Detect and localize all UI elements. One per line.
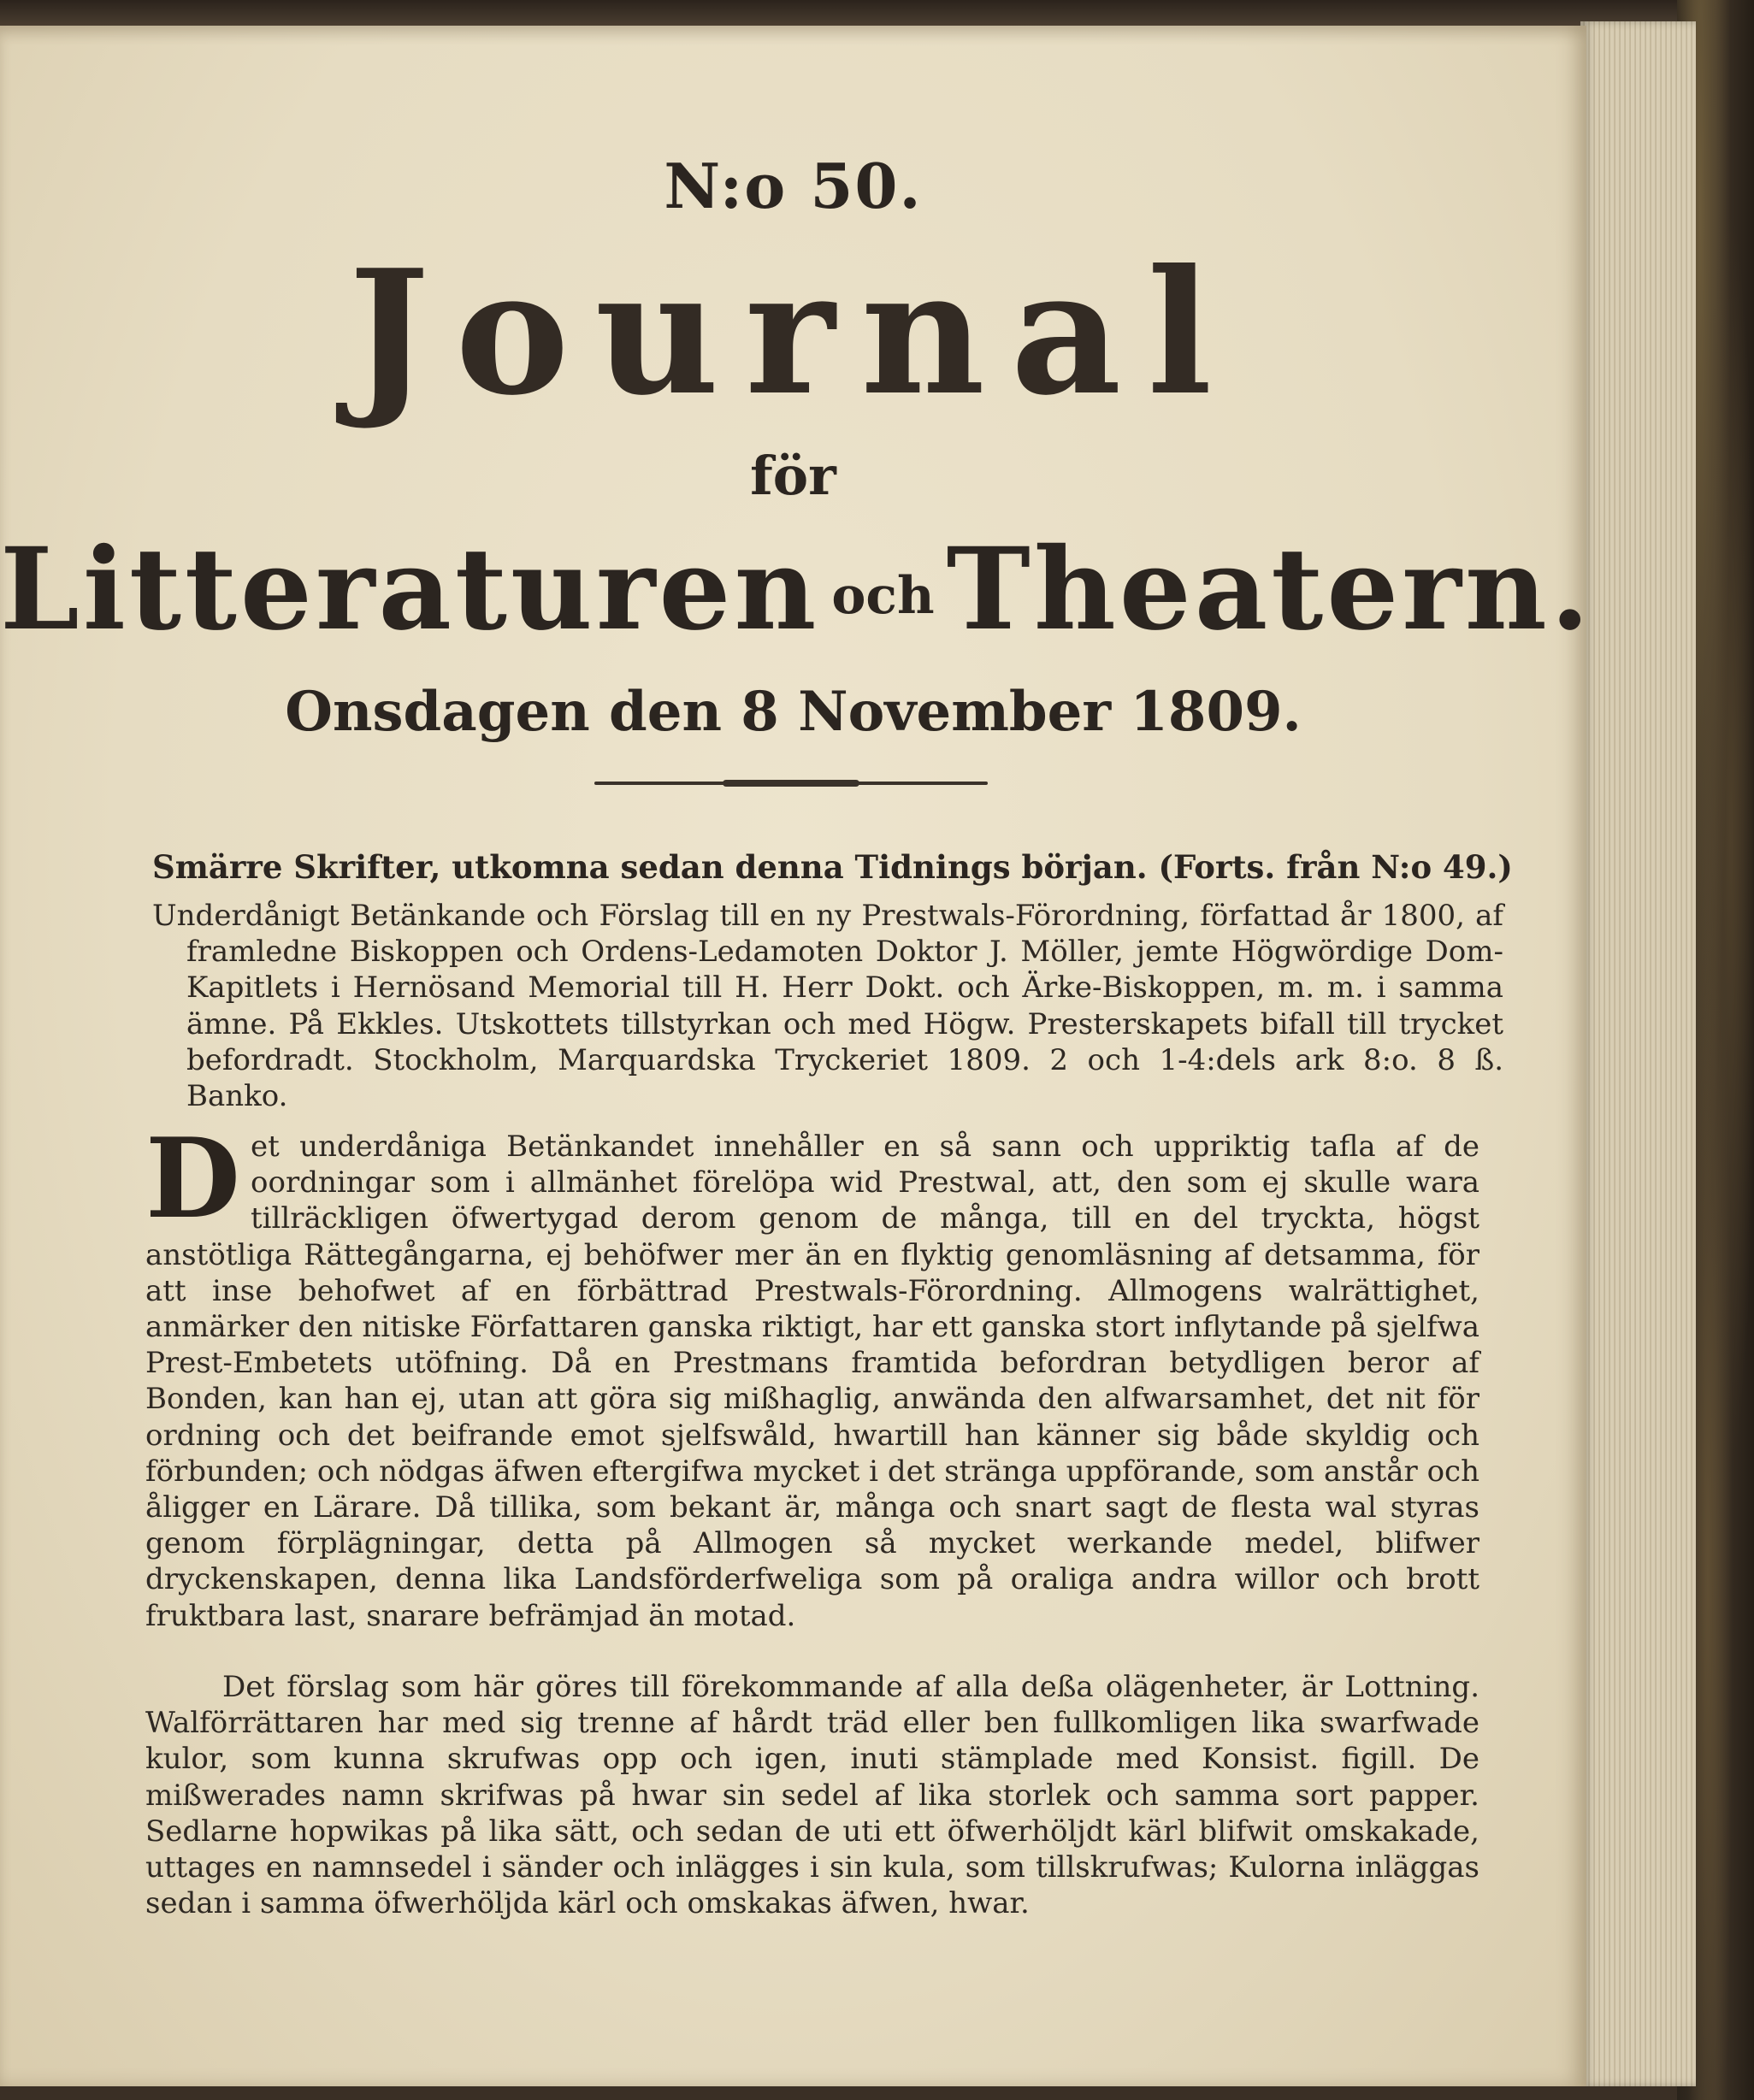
section-heading: Smärre Skrifter, utkomna sedan denna Tidnings början. (Forts. från N:o 49.) (152, 848, 1513, 886)
journal-subtitle (0, 523, 1593, 656)
bibliographic-entry: Underdånigt Betänkande och Förslag till en ny Prestwals-Förordning, författad år 1800, af framledne Biskoppen och Ordens-Ledamoten Doktor J. Möller, jemte Högwördige Dom-Kapitlets i Hernösand Memorial till H. Herr Dokt. och Ärke-Biskoppen, m. m. i samma ämne. På Ekkles. Utskottets tillstyrkan och med Högw. Presterskapets bifall till trycket befordradt. Stockholm, Marquardska Tryckeriet 1809. 2 och 1-4:dels ark 8:o. 8 ß. Banko. (152, 899, 1503, 1114)
journal-title: Journal (348, 233, 1238, 434)
title-connector: för (750, 445, 836, 507)
drop-cap: D (145, 1115, 240, 1243)
issue-date: Onsdagen den 8 November 1809. (285, 680, 1302, 744)
paragraph-1-text: et underdåniga Betänkandet innehåller en så sann och uppriktig tafla af de oordningar som i allmänhet förelöpa wid Prestwal, att, den som ej skulle wara tillräckligen öfwertygad derom genom de många, till en del tryckta, högst anstötliga Rättegångarna, ej behöfwer mer än en flyktig genomläsning af detsamma, för att inse behofwet af en förbättrad Prestwals-Förordning. Allmogens walrättighet, anmärker den nitiske Författaren ganska riktigt, har ett ganska stort inflytande på sjelfwa Prest-Embetets utöfning. Då en Prestmans framtida befordran betydligen beror af Bonden, kan han ej, utan att göra sig mißhaglig, anwända den alfwarsamhet, det nit för ordning och det beifrande emot sjelfswåld, hwartill han känner sig både skyldig och förbunden; och nödgas äfwen eftergifwa mycket i det stränga uppförande, som anstår och åligger en Lärare. Då tillika, som bekant är, många och snart sagt de flesta wal styras genom förplägningar, detta på Allmogen så mycket werkande medel, blifwer dryckenskapen, denna lika Landsförderfweliga som på oraliga andra willor och brott fruktbara last, snarare befrämjad än motad. (145, 1130, 1479, 1633)
journal-page (0, 26, 1593, 2086)
page-block-edges (1580, 21, 1696, 2086)
subtitle-left: Litteraturen (0, 523, 820, 656)
subtitle-right: Theatern. (946, 523, 1593, 656)
article-paragraph-2: Det förslag som här göres till förekommande af alla deßa olägenheter, är Lottning. Walförrättaren har med sig trenne af hårdt träd eller ben fullkomligen lika swarfwade kulor, som kunna skrufwas opp och igen, inuti stämplade med Konsist. figill. De mißwerades namn skrifwas på hwar sin sedel af lika storlek och samma sort papper. Sedlarne hopwikas på lika sätt, och sedan de uti ett öfwerhöljdt kärl blifwit omskakade, uttages en namnsedel i sänder och inlägges i sin kula, som tillskrufwas; Kulorna inläggas sedan i samma öfwerhöljda kärl och omskakas äfwen, hwar. (145, 1670, 1479, 1921)
article-paragraph-1 (145, 1115, 1479, 1634)
book-cover-top-edge (0, 0, 1754, 27)
masthead-divider-rule (594, 782, 988, 785)
subtitle-och: och (831, 566, 935, 626)
issue-number: N:o 50. (664, 150, 923, 222)
